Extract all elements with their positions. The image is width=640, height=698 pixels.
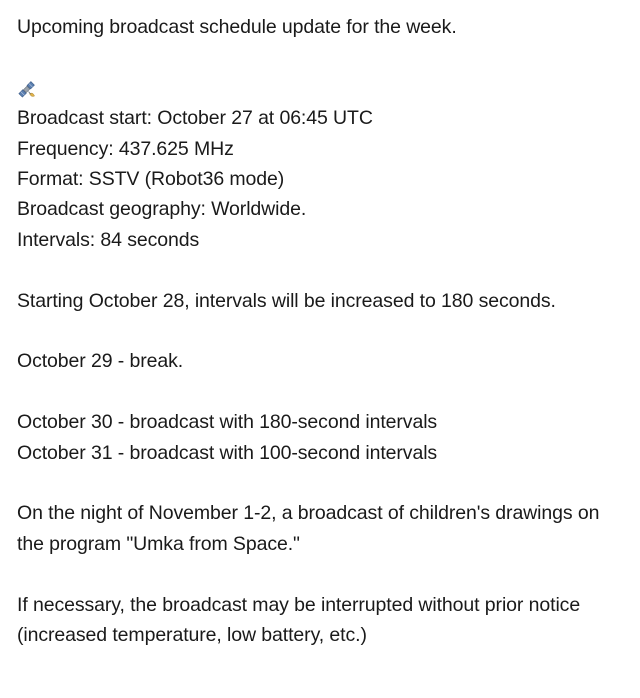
detail-broadcast-start: Broadcast start: October 27 at 06:45 UTC — [17, 107, 373, 130]
special-broadcast-notice: On the night of November 1-2, a broadcast of children's drawings on the program "Umka from Space." — [17, 502, 600, 555]
spacer — [17, 255, 625, 285]
post-body — [17, 12, 625, 650]
interval-change-notice: Starting October 28, intervals will be increased to 180 seconds. — [17, 289, 556, 312]
detail-intervals: Intervals: 84 seconds — [17, 228, 200, 251]
detail-geography: Broadcast geography: Worldwide. — [17, 198, 307, 221]
spacer — [17, 468, 625, 498]
post-intro: Upcoming broadcast schedule update for the week. — [17, 16, 457, 38]
spacer — [17, 377, 625, 407]
schedule-october-31: October 31 - broadcast with 100-second intervals — [17, 441, 438, 464]
break-notice: October 29 - break. — [17, 350, 184, 373]
satellite-emoji-row — [17, 73, 625, 103]
spacer — [17, 316, 625, 346]
spacer — [17, 42, 625, 72]
schedule-october-30: October 30 - broadcast with 180-second intervals — [17, 411, 438, 434]
spacer — [17, 559, 625, 589]
satellite-icon — [17, 79, 37, 99]
detail-frequency: Frequency: 437.625 MHz — [17, 137, 234, 160]
interruption-notice: If necessary, the broadcast may be interrupted without prior notice (increased temperature, low battery, etc.) — [17, 593, 581, 647]
detail-format: Format: SSTV (Robot36 mode) — [17, 168, 285, 190]
